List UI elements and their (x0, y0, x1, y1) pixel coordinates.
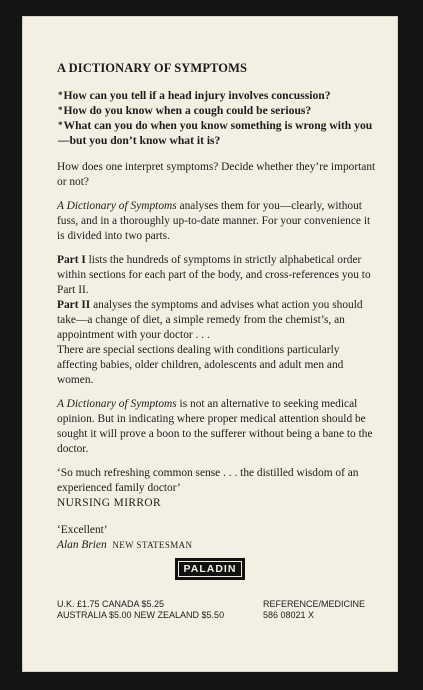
isbn-number: 586 08021 X (263, 610, 315, 620)
paladin-logo: PALADIN (175, 558, 246, 580)
price-line: AUSTRALIA $5.00 NEW ZEALAND $5.50 (57, 610, 225, 620)
review-quote-1: ‘So much refreshing common sense . . . the distilled wisdom of an experienced family doctor’ (57, 467, 359, 494)
part1-paragraph: Part I lists the hundreds of symptoms in strictly alphabetical order within sections for each part of the body, and cross-references you to Part II. (57, 254, 371, 296)
question-item: *How can you tell if a head injury involves concussion? (58, 89, 331, 102)
special-sections-paragraph: There are special sections dealing with conditions particularly affecting babies, older children, adolescents and adult men and women. (57, 344, 344, 386)
review-quote-2: ‘Excellent’ (57, 524, 108, 536)
overview-paragraph: A Dictionary of Symptoms analyses them for you—clearly, without fuss, and in a thoroughly up-to-date manner. For your convenience it is divided into two parts. (57, 200, 371, 242)
intro-paragraph: How does one interpret symptoms? Decide whether they’re important or not? (57, 161, 376, 188)
catalog-info (263, 599, 365, 621)
part2-paragraph: Part II analyses the symptoms and advises what action you should take—a change of diet, a simple remedy from the chemist’s, an appointment with your doctor . . . (57, 299, 363, 341)
price-list (57, 599, 224, 621)
category-label: REFERENCE/MEDICINE (263, 599, 366, 609)
book-back-cover (22, 16, 398, 672)
description (57, 160, 377, 553)
question-item: *How do you know when a cough could be serious? (58, 104, 312, 117)
question-item: *What can you do when you know something is wrong with you—but you don’t know what it is? (58, 119, 373, 147)
review-source-1: NURSING MIRROR (57, 497, 162, 509)
price-line: U.K. £1.75 CANADA $5.25 (57, 599, 165, 609)
cover-text (57, 61, 377, 553)
disclaimer-paragraph: A Dictionary of Symptoms is not an alternative to seeking medical opinion. But in indicating where proper medical attention should be sought it will prove a boon to the sufferer without being a bane to the doctor. (57, 398, 373, 455)
book-title-heading: A DICTIONARY OF SYMPTOMS (57, 61, 248, 75)
question-list (57, 88, 377, 148)
review-attribution-2: Alan Brien NEW STATESMAN (57, 539, 193, 551)
